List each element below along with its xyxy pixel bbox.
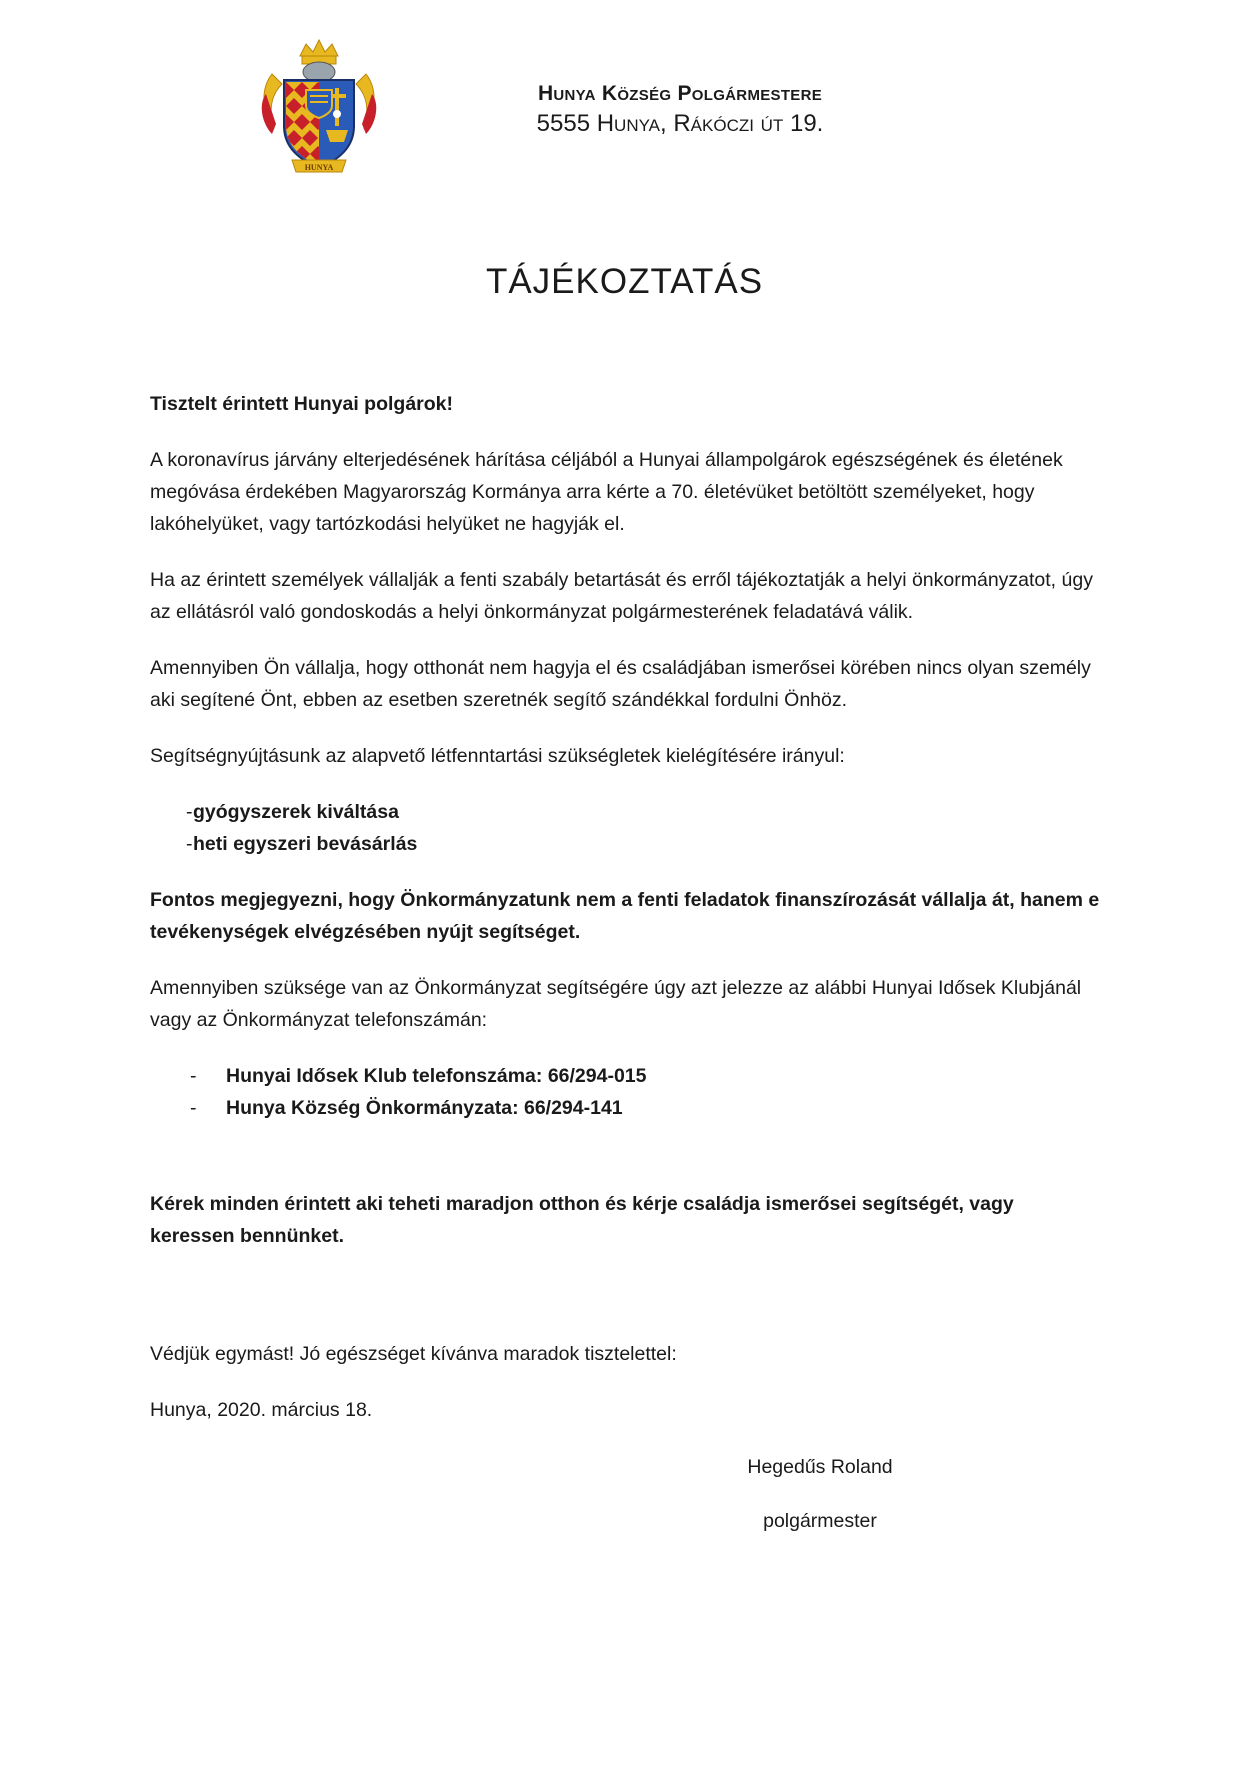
salutation: Tisztelt érintett Hunyai polgárok! <box>150 393 454 415</box>
paragraph-5: Fontos megjegyezni, hogy Önkormányzatunk nem a fenti feladatok finanszírozását vállalja át, hanem e tevékenységek elvégzésében nyújt segítséget. <box>150 889 1100 943</box>
paragraph-1: A koronavírus járvány elterjedésének hárítása céljából a Hunyai állampolgárok egészségének és életének megóvása érdekében Magyarország Kormánya arra kérte a 70. életévüket betöltött személyeket, hogy lakóhelyüket, vagy tartózkodási helyüket ne hagyják el. <box>150 449 1063 535</box>
list-item-label: Hunya Község Önkormányzata: 66/294-141 <box>226 1097 623 1119</box>
document-body <box>150 388 1100 1450</box>
paragraph-2: Ha az érintett személyek vállalják a fenti szabály betartását és erről tájékoztatják a helyi önkormányzatot, úgy az ellátásról való gondoskodás a helyi önkormányzat polgármesterének feladatává válik. <box>150 569 1093 623</box>
letterhead-address: 5555 Hunya, Rákóczi út 19. <box>536 110 824 137</box>
document-title: TÁJÉKOZTATÁS <box>485 262 764 301</box>
list-item: - Hunya Község Önkormányzata: 66/294-141 <box>190 1097 623 1119</box>
list-item-label: heti egyszeri bevásárlás <box>193 833 418 855</box>
list-item: - heti egyszeri bevásárlás <box>186 833 418 855</box>
list-item-label: gyógyszerek kiváltása <box>193 801 399 823</box>
list-item: - Hunyai Idősek Klub telefonszáma: 66/294-015 <box>190 1065 647 1087</box>
signature-name: Hegedűs Roland <box>747 1456 893 1478</box>
paragraph-3: Amennyiben Ön vállalja, hogy otthonát nem hagyja el és családjában ismerősei körében nincs olyan személy aki segítené Önt, ebben az esetben szeretnék segítő szándékkal fordulni Önhöz. <box>150 657 1091 711</box>
task-list <box>150 796 1100 860</box>
crest-text: HUNYA <box>304 163 334 172</box>
place-date: Hunya, 2020. március 18. <box>150 1399 373 1421</box>
phone-list <box>150 1060 1100 1124</box>
list-item: - gyógyszerek kiváltása <box>186 801 399 823</box>
closing: Védjük egymást! Jó egészséget kívánva maradok tisztelettel: <box>150 1343 677 1365</box>
coat-of-arms-icon <box>258 34 380 174</box>
paragraph-7: Kérek minden érintett aki teheti maradjon otthon és kérje családja ismerősei segítségét, vagy keressen bennünket. <box>150 1193 1014 1247</box>
letterhead <box>470 80 890 140</box>
list-item-label: Hunyai Idősek Klub telefonszáma: 66/294-015 <box>226 1065 647 1087</box>
paragraph-6: Amennyiben szüksége van az Önkormányzat segítségére úgy azt jelezze az alábbi Hunyai Idősek Klubjánál vagy az Önkormányzat telefonszámán: <box>150 977 1082 1031</box>
paragraph-4: Segítségnyújtásunk az alapvető létfenntartási szükségletek kielégítésére irányul: <box>150 745 845 767</box>
signature-role: polgármester <box>763 1510 877 1532</box>
letterhead-title: Hunya Község Polgármestere <box>537 82 823 105</box>
